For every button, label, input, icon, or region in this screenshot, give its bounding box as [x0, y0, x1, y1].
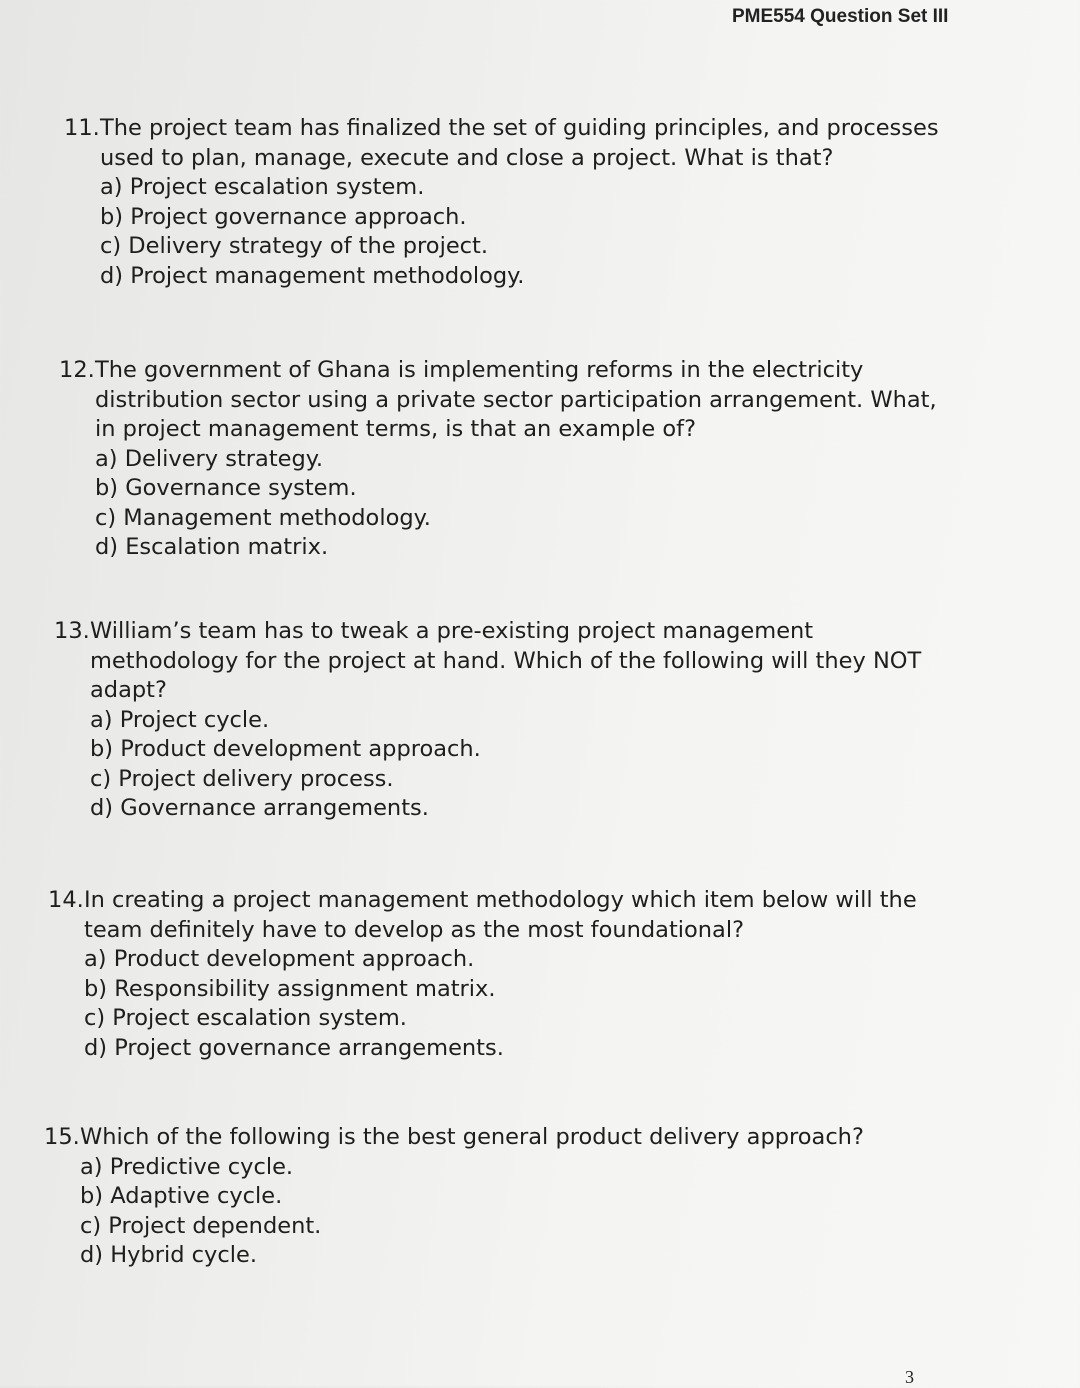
question-text: The project team has finalized the set of guiding principles, and processes used to plan, manage, execute and close a project. What is that? [100, 115, 939, 171]
question-13 [54, 617, 934, 824]
answer-option-c: c) Project escalation system. [84, 1005, 407, 1031]
question-12 [59, 356, 939, 563]
question-14 [48, 886, 928, 1063]
question-11 [64, 114, 944, 291]
question-stem [44, 1123, 924, 1153]
question-number: 12. [59, 357, 95, 383]
answer-options [48, 945, 928, 1063]
answer-option-c: c) Management methodology. [95, 504, 431, 531]
question-number: 11. [64, 115, 100, 141]
answer-option-b: b) Project governance approach. [100, 203, 467, 230]
answer-option-a: a) Project cycle. [90, 706, 270, 733]
answer-option-b: b) Governance system. [95, 475, 357, 501]
question-number: 14. [48, 887, 84, 913]
question-number: 15. [44, 1124, 80, 1150]
question-stem [54, 617, 934, 706]
answer-option-d: d) Project management methodology. [100, 262, 525, 289]
page-number: 3 [905, 1367, 914, 1387]
answer-option-b: b) Responsibility assignment matrix. [84, 975, 496, 1002]
answer-option-c: c) Project delivery process. [90, 765, 394, 792]
answer-options [54, 706, 934, 824]
question-text: William’s team has to tweak a pre-existing project management methodology for the project at hand. Which of the following will they NOT adapt? [90, 618, 922, 703]
question-stem [59, 356, 939, 445]
answer-option-a: a) Product development approach. [84, 946, 475, 972]
answer-option-a: a) Project escalation system. [100, 174, 425, 200]
answer-option-d: d) Hybrid cycle. [80, 1242, 257, 1268]
question-text: Which of the following is the best general product delivery approach? [80, 1124, 864, 1150]
answer-options [64, 173, 944, 291]
question-stem [64, 114, 944, 173]
question-stem [48, 886, 928, 945]
question-15 [44, 1123, 924, 1271]
question-text: In creating a project management methodology which item below will the team definitely have to develop as the most foundational? [84, 887, 917, 943]
answer-option-d: d) Project governance arrangements. [84, 1034, 504, 1061]
answer-option-c: c) Delivery strategy of the project. [100, 233, 489, 259]
answer-option-d: d) Escalation matrix. [95, 534, 329, 560]
answer-option-d: d) Governance arrangements. [90, 795, 429, 821]
question-number: 13. [54, 618, 90, 644]
answer-option-b: b) Adaptive cycle. [80, 1183, 283, 1209]
question-text: The government of Ghana is implementing reforms in the electricity distribution sector using a private sector participation arrangement. What, in project management terms, is that an example of? [95, 357, 937, 442]
document-header: PME554 Question Set III [732, 6, 949, 27]
answer-option-b: b) Product development approach. [90, 736, 481, 762]
answer-options [59, 445, 939, 563]
answer-option-a: a) Predictive cycle. [80, 1153, 294, 1180]
answer-option-a: a) Delivery strategy. [95, 445, 324, 472]
answer-option-c: c) Project dependent. [80, 1212, 322, 1239]
answer-options [44, 1153, 924, 1271]
